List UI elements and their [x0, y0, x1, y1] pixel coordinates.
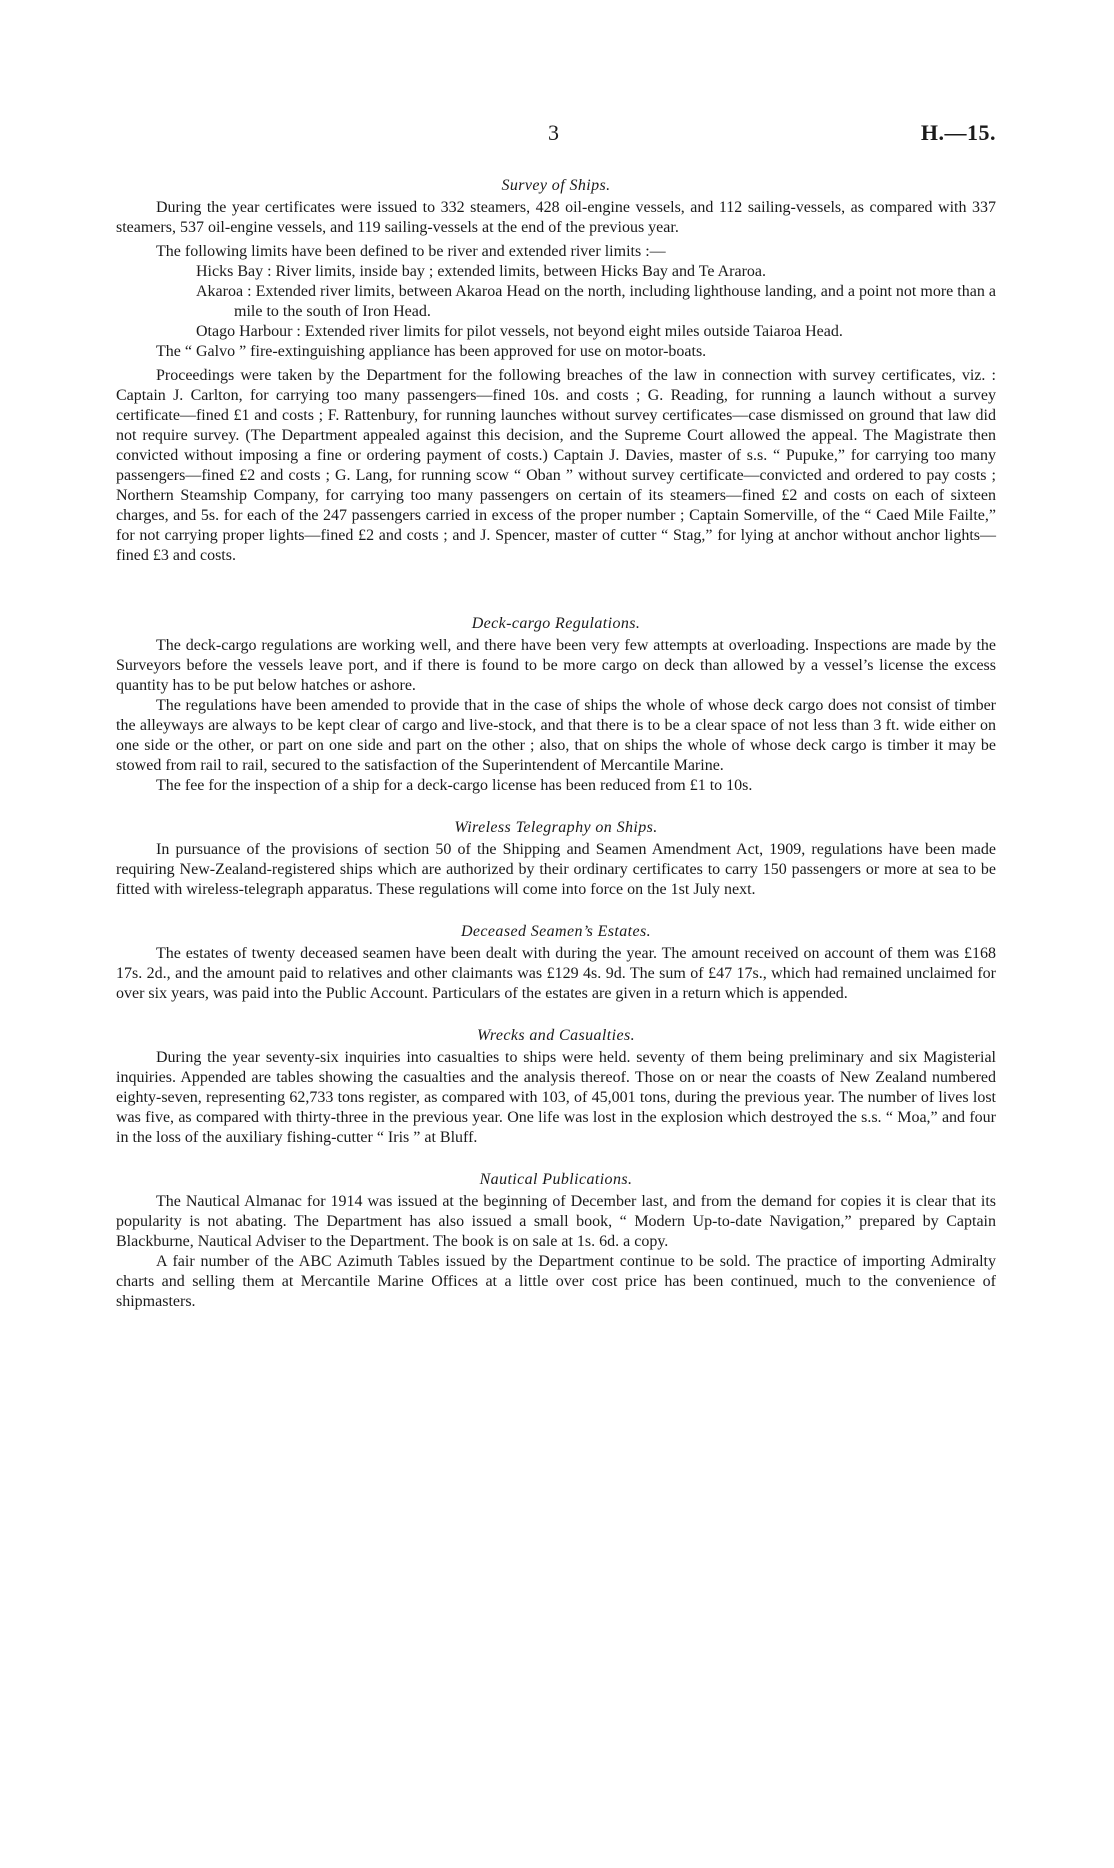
section-title: Deck-cargo Regulations.: [471, 615, 641, 632]
section-nautical-publications: [116, 1170, 996, 1312]
section-title: Nautical Publications.: [479, 1171, 633, 1188]
paragraph: The “ Galvo ” fire-extinguishing appliance has been approved for use on motor-boats.: [156, 343, 707, 360]
page-header: [0, 120, 1114, 150]
paragraph: The deck-cargo regulations are working well, and there have been very few attempts at overloading. Inspections are made by the Surveyors before the vessels leave port, and if there is found to be more cargo on deck than allowed by a vessel’s license the excess quantity has to be put below hatches or ashore.: [116, 637, 996, 694]
limits-item-otago-harbour: Otago Harbour : Extended river limits for pilot vessels, not beyond eight miles outside Taiaroa Head.: [196, 323, 843, 340]
paragraph: In pursuance of the provisions of section 50 of the Shipping and Seamen Amendment Act, 1909, regulations have been made requiring New-Zealand-registered ships which are authorized by their ordinary certificates to carry 150 passengers or more at sea to be fitted with wireless-telegraph apparatus. These regulations will come into force on the 1st July next.: [116, 841, 996, 898]
section-title: Wrecks and Casualties.: [477, 1027, 635, 1044]
section-deceased-seamens-estates: [116, 922, 996, 1004]
section-wrecks-and-casualties: [116, 1026, 996, 1148]
section-survey-of-ships: [116, 176, 996, 566]
paragraph: The following limits have been defined to be river and extended river limits :—: [156, 243, 666, 260]
limits-item-hicks-bay: Hicks Bay : River limits, inside bay ; extended limits, between Hicks Bay and Te Araroa.: [196, 263, 767, 280]
paragraph: The regulations have been amended to provide that in the case of ships the whole of whose deck cargo does not consist of timber the alleyways are always to be kept clear of cargo and live-stock, and that there is to be a clear space of not less than 3 ft. wide either on one side or the other, or part on one side and part on the other ; also, that on ships the whole of whose deck cargo is timber it may be stowed from rail to rail, secured to the satisfaction of the Superintendent of Mercantile Marine.: [116, 697, 996, 774]
page-body: [116, 176, 996, 1312]
paragraph: The fee for the inspection of a ship for a deck-cargo license has been reduced from £1 to 10s.: [156, 777, 753, 794]
section-deck-cargo-regulations: [116, 614, 996, 796]
limits-item-akaroa: Akaroa : Extended river limits, between Akaroa Head on the north, including lighthouse landing, and a point not more than a mile to the south of Iron Head.: [196, 283, 996, 320]
paragraph: During the year seventy-six inquiries into casualties to ships were held. seventy of them being preliminary and six Magisterial inquiries. Appended are tables showing the casualties and the analysis thereof. Those on or near the coasts of New Zealand numbered eighty-seven, representing 62,733 tons register, as compared with 103, of 45,001 tons, during the previous year. The number of lives lost was five, as compared with thirty-three in the previous year. One life was lost in the explosion which destroyed the s.s. “ Moa,” and four in the loss of the auxiliary fishing-cutter “ Iris ” at Bluff.: [116, 1049, 996, 1146]
section-wireless-telegraphy: [116, 818, 996, 900]
document-reference: H.—15.: [920, 120, 996, 145]
page-number: 3: [548, 120, 559, 145]
paragraph: The Nautical Almanac for 1914 was issued at the beginning of December last, and from the demand for copies it is clear that its popularity is not abating. The Department has also issued a small book, “ Modern Up-to-date Navigation,” prepared by Captain Blackburne, Nautical Adviser to the Department. The book is on sale at 1s. 6d. a copy.: [116, 1193, 996, 1250]
paragraph: Proceedings were taken by the Department for the following breaches of the law in connection with survey certificates, viz. : Captain J. Carlton, for carrying too many passengers—fined 10s. and costs ; G. Reading, for running a launch without a survey certificate—fined £1 and costs ; F. Rattenbury, for running launches without survey certificates—case dismissed on ground that law did not require survey. (The Department appealed against this decision, and the Supreme Court allowed the appeal. The Magistrate then convicted without imposing a fine or ordering payment of costs.) Captain J. Davies, master of s.s. “ Pupuke,” for carrying too many passengers—fined £2 and costs ; G. Lang, for running scow “ Oban ” without survey certificate—convicted and ordered to pay costs ; Northern Steamship Company, for carrying too many passengers on certain of its steamers—fined £2 and costs on each of sixteen charges, and 5s. for each of the 247 passengers carried in excess of the proper number ; Captain Somerville, of the “ Caed Mile Failte,” for not carrying proper lights—fined £2 and costs ; and J. Spencer, master of cutter “ Stag,” for lying at anchor without anchor lights—fined £3 and costs.: [116, 367, 996, 564]
paragraph: The estates of twenty deceased seamen have been dealt with during the year. The amount received on account of them was £168 17s. 2d., and the amount paid to relatives and other claimants was £129 4s. 9d. The sum of £47 17s., which had remained unclaimed for over six years, was paid into the Public Account. Particulars of the estates are given in a return which is appended.: [116, 945, 996, 1002]
section-title: Wireless Telegraphy on Ships.: [454, 819, 658, 836]
paragraph: A fair number of the ABC Azimuth Tables issued by the Department continue to be sold. The practice of importing Admiralty charts and selling them at Mercantile Marine Offices at a little over cost price has been continued, much to the convenience of shipmasters.: [116, 1253, 996, 1310]
paragraph: During the year certificates were issued to 332 steamers, 428 oil-engine vessels, and 112 sailing-vessels, as compared with 337 steamers, 537 oil-engine vessels, and 119 sailing-vessels at the end of the previous year.: [116, 199, 996, 236]
section-title: Survey of Ships.: [501, 177, 611, 194]
section-title: Deceased Seamen’s Estates.: [460, 923, 652, 940]
